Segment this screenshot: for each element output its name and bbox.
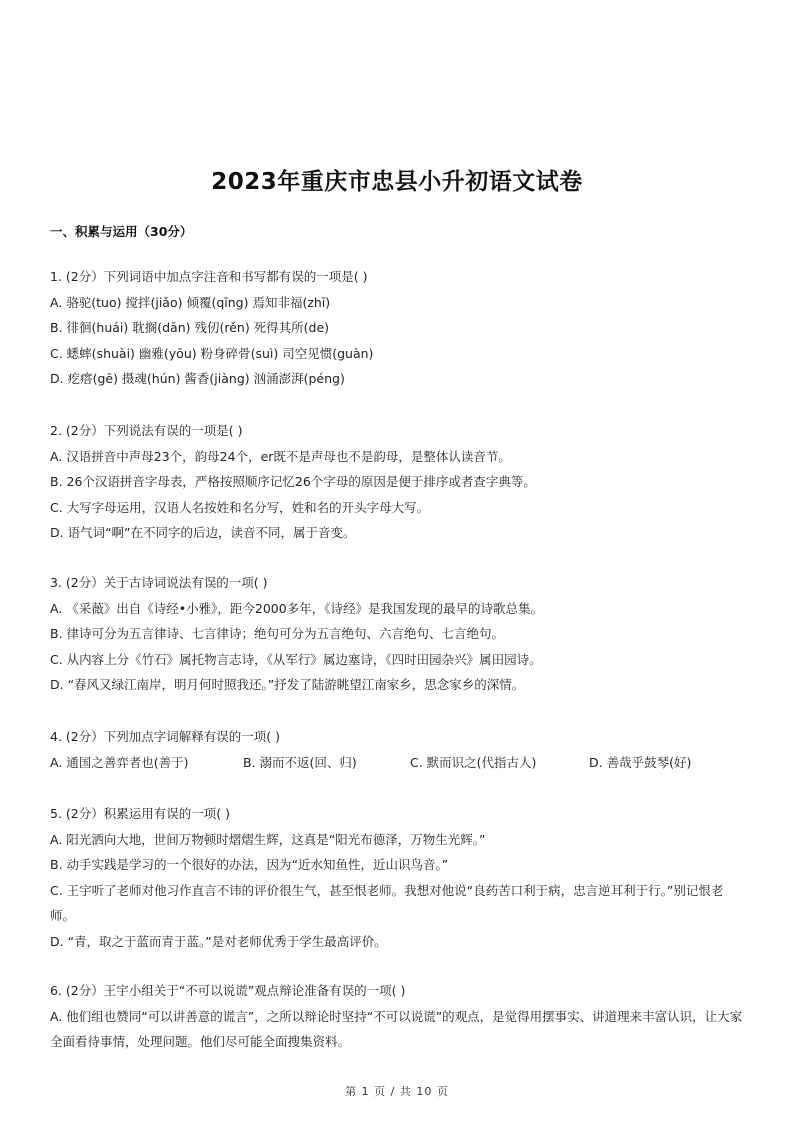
option-b: B. 溺而不返(回、归): [243, 754, 357, 770]
option-c: C. 王宇听了老师对他习作直言不讳的评价很生气，甚至恨老师。我想对他说“良药苦口利于病，忠言逆耳利于行。”别记恨老师。: [50, 882, 724, 923]
option-a: A. 《采薇》出自《诗经•小雅》，距今2000多年，《诗经》是我国发现的最早的诗歌总集。: [50, 600, 543, 616]
option-c: C. 从内容上分《竹石》属托物言志诗，《从军行》属边塞诗，《四时田园杂兴》属田园诗。: [50, 651, 542, 667]
option-c: C. 大写字母运用，汉语人名按姓和名分写，姓和名的开头字母大写。: [50, 499, 430, 515]
option-c: C. 蟋蟀(shuài) 幽雅(yōu) 粉身碎骨(suì) 司空见惯(guàn): [50, 345, 374, 361]
option-d: D. 疙瘩(gē) 摄魂(hún) 酱香(jiàng) 汹涌澎湃(péng): [50, 371, 345, 386]
question-4: [50, 724, 744, 775]
option-d: D. 语气词“啊”在不同字的后边，读音不同，属于音变。: [50, 525, 356, 540]
option-d: D. “青，取之于蓝而青于蓝。”是对老师优秀于学生最高评价。: [50, 933, 387, 949]
option-d: D. 善哉乎鼓琴(好): [589, 754, 692, 770]
question-1: [50, 264, 744, 392]
question-stem: 3. (2分）关于古诗词说法有误的一项( ): [50, 575, 268, 590]
option-b: B. 26个汉语拼音字母表，严格按照顺序记忆26个字母的原因是便于排序或者查字典等。: [50, 474, 536, 489]
option-a: A. 通国之善弈者也(善于): [50, 754, 189, 770]
option-a: A. 骆驼(tuo) 搅拌(jiǎo) 倾覆(qīng) 焉知非福(zhī): [50, 294, 331, 310]
question-stem: 1. (2分）下列词语中加点字注音和书写都有误的一项是( ): [50, 269, 368, 284]
page-title: 2023年重庆市忠县小升初语文试卷: [211, 169, 583, 195]
question-5: [50, 801, 744, 954]
question-2: [50, 418, 744, 546]
option-b: B. 律诗可分为五言律诗、七言律诗；绝句可分为五言绝句、六言绝句、七言绝句。: [50, 626, 505, 641]
option-a: A. 汉语拼音中声母23个，韵母24个，er既不是声母也不是韵母，是整体认读音节。: [50, 448, 511, 464]
option-d: D. “春风又绿江南岸，明月何时照我还。”抒发了陆游眺望江南家乡，思念家乡的深情。: [50, 677, 525, 692]
option-b: B. 动手实践是学习的一个很好的办法，因为“近水知鱼性，近山识鸟音。”: [50, 857, 449, 872]
question-3: [50, 570, 744, 698]
option-c: C. 默而识之(代指古人): [410, 754, 537, 770]
page-footer: 第 1 页 / 共 10 页: [345, 1085, 449, 1098]
question-stem: 2. (2分）下列说法有误的一项是( ): [50, 423, 243, 438]
option-b: B. 徘徊(huái) 耽搁(dān) 残仞(rěn) 死得其所(de): [50, 320, 330, 335]
options-row: [50, 750, 744, 776]
option-a: A. 阳光洒向大地，世间万物顿时熠熠生辉，这真是“阳光布德泽，万物生光辉。”: [50, 831, 486, 847]
question-stem: 4. (2分）下列加点字词解释有误的一项( ): [50, 729, 280, 744]
question-6: [50, 978, 744, 1055]
question-stem: 5. (2分）积累运用有误的一项( ): [50, 806, 230, 821]
question-stem: 6. (2分）王宇小组关于“不可以说谎”观点辩论准备有误的一项( ): [50, 983, 406, 998]
section-heading: 一、积累与运用（30分）: [50, 224, 193, 239]
option-a: A. 他们组也赞同“可以讲善意的谎言”，之所以辩论时坚持“不可以说谎”的观点，是觉得用摆事实、讲道理来丰富认识，让大家全面看待事情，处理问题。他们尽可能全面搜集资料。: [50, 1008, 743, 1049]
